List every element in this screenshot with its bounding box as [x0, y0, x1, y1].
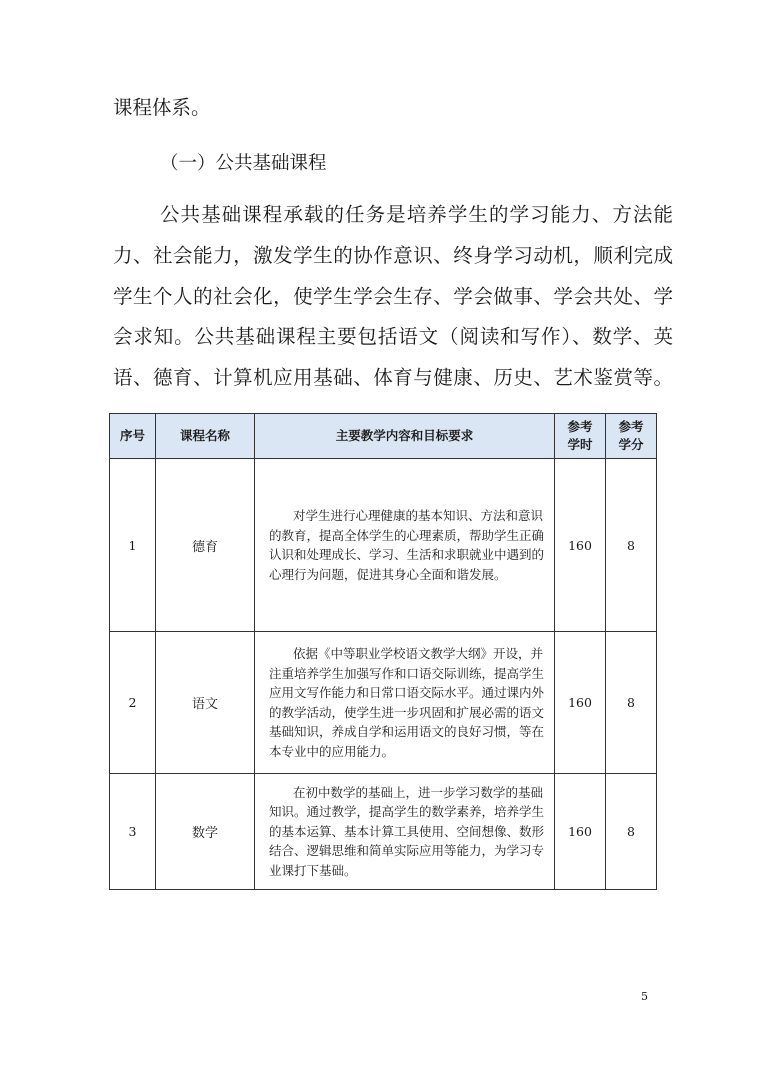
row-hours: 160 [555, 459, 606, 632]
row-content [255, 459, 555, 632]
row-course-name: 德育 [156, 459, 255, 632]
row-hours: 160 [555, 632, 606, 774]
body-line: 会求知。公共基础课程主要包括语文（阅读和写作）、数学、英 [113, 325, 673, 348]
row-content [255, 632, 555, 774]
row-credits: 8 [606, 632, 657, 774]
body-line: 学生个人的社会化，使学生学会生存、学会做事、学会共处、学 [113, 285, 673, 308]
table-row [110, 632, 657, 774]
body-line: 力、社会能力，激发学生的协作意识、终身学习动机，顺利完成 [113, 244, 673, 267]
row-content-text: 依据《中等职业学校语文教学大纲》开设，并注重培养学生加强写作和口语交际训练，提高学生应用文写作能力和日常口语交际水平。通过课内外的教学活动，使学生进一步巩固和扩展必需的语文基础知识，养成自学和运用语文的良好习惯，等在本专业中的应用能力。 [269, 646, 545, 759]
row-seq: 1 [110, 459, 156, 632]
header-hours [555, 414, 606, 459]
header-hours-line1: 参考 [567, 419, 593, 434]
table-row [110, 459, 657, 632]
row-content-text: 对学生进行心理健康的基本知识、方法和意识的教育，提高全体学生的心理素质，帮助学生正确认识和处理成长、学习、生活和求职就业中遇到的心理行为问题，促进其身心全面和谐发展。 [269, 508, 545, 582]
row-hours: 160 [555, 774, 606, 890]
header-seq: 序号 [110, 414, 156, 459]
row-course-name: 数学 [156, 774, 255, 890]
header-credits-line1: 参考 [618, 419, 644, 434]
row-content [255, 774, 555, 890]
row-credits: 8 [606, 774, 657, 890]
section-heading: （一）公共基础课程 [160, 153, 327, 174]
row-course-name: 语文 [156, 632, 255, 774]
header-credits [606, 414, 657, 459]
page-number: 5 [641, 990, 648, 1003]
row-seq: 2 [110, 632, 156, 774]
course-table [109, 413, 657, 890]
table-header-row [110, 414, 657, 459]
header-hours-line2: 学时 [567, 437, 593, 452]
header-content: 主要教学内容和目标要求 [255, 414, 555, 459]
body-line: 语、德育、计算机应用基础、体育与健康、历史、艺术鉴赏等。 [113, 366, 673, 389]
header-course-name: 课程名称 [156, 414, 255, 459]
table-row [110, 774, 657, 890]
intro-line: 课程体系。 [113, 96, 211, 119]
row-credits: 8 [606, 459, 657, 632]
row-content-text: 在初中数学的基础上，进一步学习数学的基础知识。通过教学，提高学生的数学素养，培养学生的基本运算、基本计算工具使用、空间想像、数形结合、逻辑思维和简单实际应用等能力，为学习专业课打下基础。 [269, 784, 545, 878]
row-seq: 3 [110, 774, 156, 890]
header-credits-line2: 学分 [618, 437, 644, 452]
body-line: 公共基础课程承载的任务是培养学生的学习能力、方法能 [160, 203, 673, 226]
